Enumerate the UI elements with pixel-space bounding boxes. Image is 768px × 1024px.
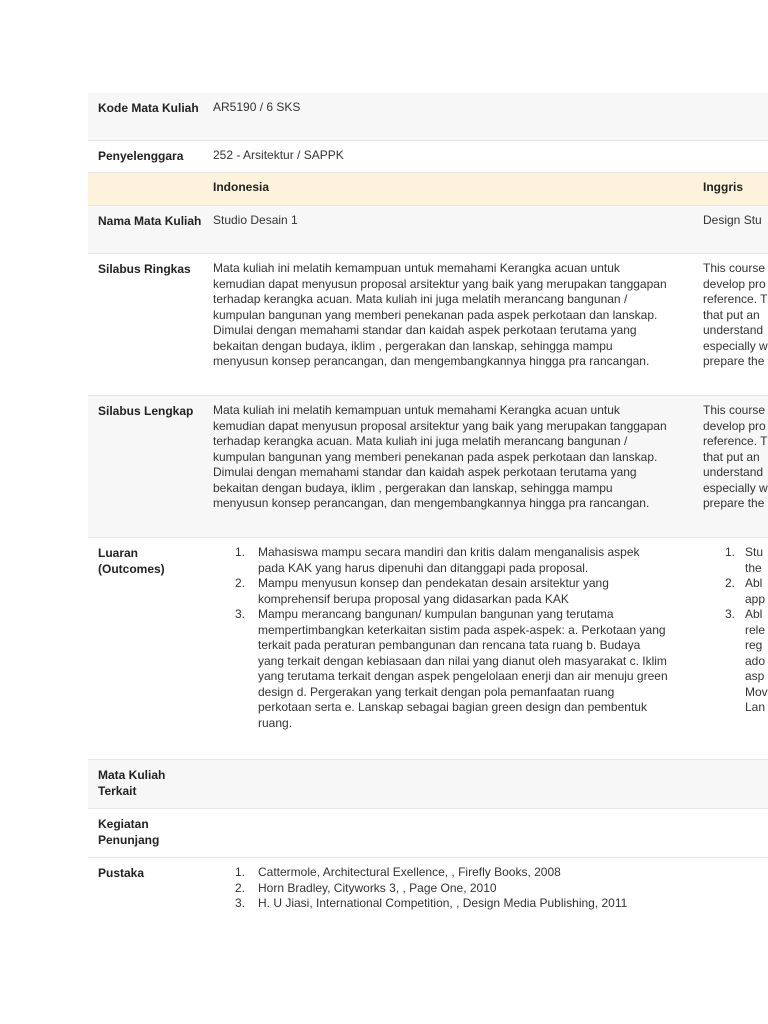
label-silabus-lengkap: Silabus Lengkap: [98, 404, 194, 418]
en-line: Lan: [745, 700, 766, 714]
label-mk-terkait: Mata Kuliah Terkait: [98, 768, 166, 798]
en-line: especially w: [703, 338, 768, 353]
reference-text: Cattermole, Architectural Exellence, , Firefly Books, 2008: [258, 865, 561, 879]
value-luaran-en: [703, 545, 768, 716]
row-luaran: [88, 538, 768, 760]
row-silabus-ringkas: [88, 254, 768, 396]
outcomes-list-id: [213, 545, 668, 731]
list-number: 1.: [725, 545, 736, 559]
label-pustaka: Pustaka: [98, 866, 145, 880]
en-line: develop pro: [703, 418, 766, 433]
en-line: understand: [703, 323, 764, 337]
label-kegiatan: Kegiatan Penunjang: [98, 817, 160, 847]
row-penyelenggara: [88, 141, 768, 173]
list-text: Mampu menyusun konsep dan pendekatan desain arsitektur yang komprehensif berupa proposal yang didasarkan pada KAK: [258, 576, 609, 606]
value-silabus-ringkas-en: [703, 261, 768, 370]
list-text: Mampu merancang bangunan/ kumpulan bangunan yang terutama mempertimbangkan keterkaitan sistim pada aspek-aspek: a. Perkotaan yang terkait pada peraturan pembangunan dan rencana tata ruang b. Budaya yang terkait dengan kebiasaan dan nilai yang dianut oleh masyarakat c. Iklim yang terutama terkait dengan aspek pengelolaan enerji dan air menuju green design d. Pergerakan yang terkait dengan pola pemanfaatan ruang perkotaan serta e. Lanskap sebagai bagian green design dan pembentuk ruang.: [258, 607, 668, 730]
header-indonesia: Indonesia: [213, 180, 270, 194]
en-line: ado: [745, 653, 766, 668]
list-item: [213, 881, 668, 897]
en-line: especially w: [703, 480, 768, 495]
list-number: 2.: [725, 576, 736, 590]
header-inggris: Inggris: [703, 180, 744, 194]
en-line: prepare the: [703, 496, 765, 510]
row-nama: [88, 206, 768, 254]
list-item: [703, 545, 768, 576]
outcomes-list-en: [703, 545, 768, 716]
en-line: understand: [703, 465, 764, 479]
list-number: 1.: [235, 865, 246, 879]
row-silabus-lengkap: [88, 396, 768, 538]
list-number: 3.: [235, 607, 246, 621]
value-pustaka: [213, 865, 668, 912]
en-line: prepare the: [703, 354, 765, 368]
en-line: that put an: [703, 307, 760, 322]
en-line: This course: [703, 261, 766, 275]
list-number: 3.: [235, 896, 246, 910]
list-number: 2.: [235, 576, 246, 590]
list-text: Mahasiswa mampu secara mandiri dan kritis dalam menganalisis aspek pada KAK yang harus dipenuhi dan ditanggapi pada proposal.: [258, 545, 640, 575]
row-kegiatan: [88, 809, 768, 858]
en-line: rele: [745, 622, 766, 637]
en-line: Abl: [745, 576, 763, 590]
en-line: Abl: [745, 607, 763, 621]
en-line: reg: [745, 638, 763, 652]
en-line: reference. T: [703, 434, 768, 448]
label-kode: Kode Mata Kuliah: [98, 101, 199, 115]
list-item: [213, 896, 668, 912]
en-line: Mov: [745, 684, 768, 699]
value-penyelenggara: 252 - Arsitektur / SAPPK: [213, 148, 344, 162]
row-mk-terkait: [88, 760, 768, 809]
list-item: [213, 865, 668, 881]
en-line: reference. T: [703, 292, 768, 306]
value-nama-id: Studio Desain 1: [213, 213, 298, 227]
list-item: [213, 576, 668, 607]
label-penyelenggara: Penyelenggara: [98, 149, 184, 163]
course-table: [88, 93, 768, 928]
label-silabus-ringkas: Silabus Ringkas: [98, 262, 191, 276]
list-number: 3.: [725, 607, 736, 621]
value-silabus-lengkap-en: [703, 403, 768, 512]
row-kode: [88, 93, 768, 141]
en-line: Stu: [745, 545, 764, 559]
row-pustaka: [88, 858, 768, 928]
reference-text: H. U Jiasi, International Competition, , Design Media Publishing, 2011: [258, 896, 628, 910]
en-line: the: [745, 560, 762, 575]
list-number: 1.: [235, 545, 246, 559]
references-list: [213, 865, 668, 912]
en-line: develop pro: [703, 276, 766, 291]
value-silabus-lengkap-id: Mata kuliah ini melatih kemampuan untuk memahami Kerangka acuan untuk kemudian dapat menyusun proposal arsitektur yang baik yang merupakan tanggapan terhadap kerangka acuan. Mata kuliah ini juga melatih merancang bangunan / kumpulan bangunan yang memberi penekanan pada aspek perkotaan dan lanskap. Dimulai dengan memahami standar dan kaidah aspek perkotaan terutama yang bekaitan dengan budaya, iklim , pergerakan dan lanskap, sehingga mampu menyusun konsep perancangan, dan mengembangkannya hingga pra rancangan.: [213, 403, 667, 510]
en-line: This course: [703, 403, 766, 417]
list-item: [703, 576, 768, 607]
list-item: [213, 545, 668, 576]
en-line: that put an: [703, 449, 760, 464]
value-nama-en: Design Stu: [703, 213, 762, 227]
list-item: [703, 607, 768, 716]
label-luaran: Luaran (Outcomes): [98, 546, 165, 576]
list-item: [213, 607, 668, 731]
label-nama: Nama Mata Kuliah: [98, 214, 202, 228]
value-kode: AR5190 / 6 SKS: [213, 100, 301, 114]
en-line: asp: [745, 669, 765, 683]
en-line: app: [745, 591, 766, 606]
value-silabus-ringkas-id: Mata kuliah ini melatih kemampuan untuk memahami Kerangka acuan untuk kemudian dapat menyusun proposal arsitektur yang baik yang merupakan tanggapan terhadap kerangka acuan. Mata kuliah ini juga melatih merancang bangunan / kumpulan bangunan yang memberi penekanan pada aspek perkotaan dan lanskap. Dimulai dengan memahami standar dan kaidah aspek perkotaan terutama yang bekaitan dengan budaya, iklim , pergerakan dan lanskap, sehingga mampu menyusun konsep perancangan, dan mengembangkannya hingga pra rancangan.: [213, 261, 667, 368]
value-luaran-id: [213, 545, 668, 731]
reference-text: Horn Bradley, Cityworks 3, , Page One, 2010: [258, 880, 497, 895]
list-number: 2.: [235, 880, 246, 895]
row-language-header: [88, 173, 768, 206]
